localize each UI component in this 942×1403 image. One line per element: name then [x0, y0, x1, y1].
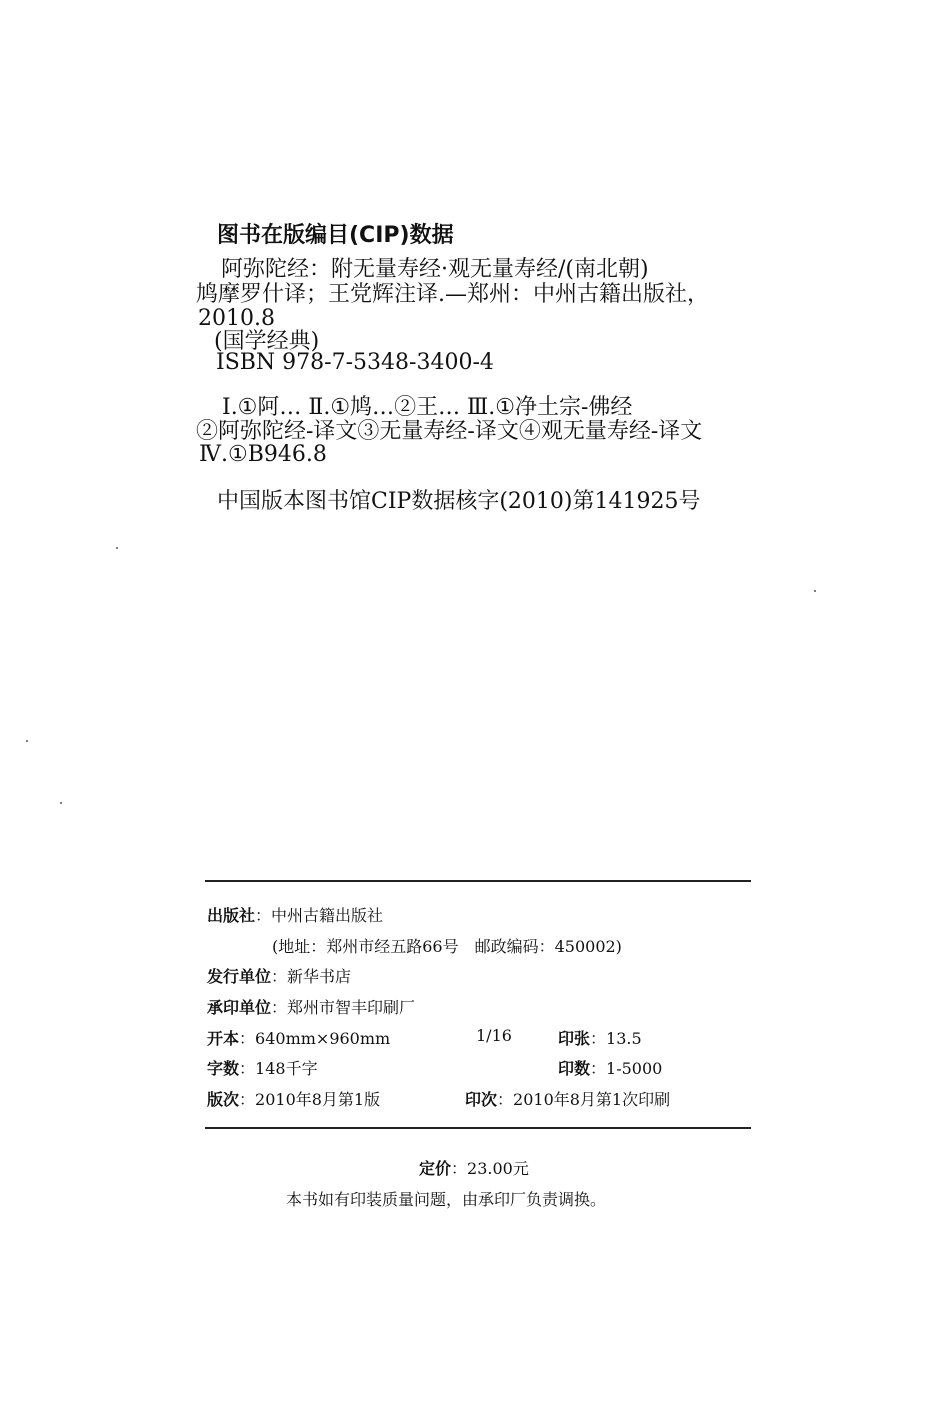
top-divider	[205, 880, 751, 882]
cip-line-isbn: ISBN 978-7-5348-3400-4	[216, 350, 494, 375]
edition-cell	[207, 1087, 380, 1110]
format-label: 开本	[207, 1029, 240, 1048]
price-value: 23.00元	[467, 1159, 529, 1178]
printer-row	[207, 995, 415, 1018]
cip-catalog-number: 中国版本图书馆CIP数据核字(2010)第141925号	[217, 489, 701, 514]
printing-label: 印次	[465, 1090, 498, 1109]
print-run-value: 1-5000	[606, 1059, 663, 1078]
cip-line-date: 2010.8	[198, 306, 275, 331]
publisher-label: 出版社	[207, 906, 256, 925]
cip-line-series: (国学经典)	[214, 329, 320, 354]
printer-label: 承印单位	[207, 998, 272, 1017]
distributor-row	[207, 964, 351, 987]
cip-line-title: 阿弥陀经：附无量寿经·观无量寿经/(南北朝)	[221, 257, 649, 282]
distributor-label: 发行单位	[207, 967, 272, 986]
price-label: 定价	[419, 1159, 452, 1178]
label-colon: ：	[451, 1159, 468, 1178]
quality-notice: 本书如有印装质量问题，由承印厂负责调换。	[286, 1190, 607, 1209]
cip-class-line-2: ②阿弥陀经-译文③无量寿经-译文④观无量寿经-译文	[196, 419, 703, 444]
scan-speck	[26, 740, 28, 742]
scan-speck	[814, 590, 816, 592]
sheets-label: 印张	[558, 1029, 591, 1048]
distributor-value: 新华书店	[287, 967, 352, 986]
edition-label: 版次	[207, 1090, 240, 1109]
label-colon: ：	[271, 967, 288, 986]
label-colon: ：	[239, 1090, 256, 1109]
words-label: 字数	[207, 1059, 240, 1078]
label-colon: ：	[271, 998, 288, 1017]
publisher-value: 中州古籍出版社	[271, 906, 384, 925]
print-run-cell	[558, 1056, 662, 1079]
printing-cell	[465, 1087, 670, 1110]
bottom-divider	[205, 1127, 751, 1129]
cip-class-line-1: Ⅰ.①阿… Ⅱ.①鸠…②王… Ⅲ.①净土宗-佛经	[222, 395, 633, 420]
publisher-row	[207, 903, 383, 926]
words-value: 148千字	[255, 1059, 318, 1078]
label-colon: ：	[590, 1059, 607, 1078]
label-colon: ：	[497, 1090, 514, 1109]
sheets-cell	[558, 1026, 642, 1049]
label-colon: ：	[255, 906, 272, 925]
label-colon: ：	[239, 1059, 256, 1078]
sheets-value: 13.5	[606, 1029, 642, 1048]
scan-speck	[116, 547, 118, 549]
label-colon: ：	[239, 1029, 256, 1048]
address-row: (地址：郑州市经五路66号 邮政编码：450002)	[272, 937, 622, 956]
print-run-label: 印数	[558, 1059, 591, 1078]
format-fraction: 1/16	[476, 1026, 512, 1045]
printer-value: 郑州市智丰印刷厂	[287, 998, 416, 1017]
label-colon: ：	[590, 1029, 607, 1048]
edition-value: 2010年8月第1版	[255, 1090, 381, 1109]
price-row	[419, 1156, 529, 1179]
words-cell	[207, 1056, 318, 1079]
cip-class-line-3: Ⅳ.①B946.8	[199, 442, 327, 467]
scan-speck	[60, 802, 62, 804]
format-value: 640mm×960mm	[255, 1029, 391, 1048]
format-cell	[207, 1026, 390, 1049]
cip-heading: 图书在版编目(CIP)数据	[217, 223, 454, 248]
cip-line-authors: 鸠摩罗什译；王党辉注译.—郑州：中州古籍出版社，	[196, 282, 709, 307]
printing-value: 2010年8月第1次印刷	[513, 1090, 671, 1109]
